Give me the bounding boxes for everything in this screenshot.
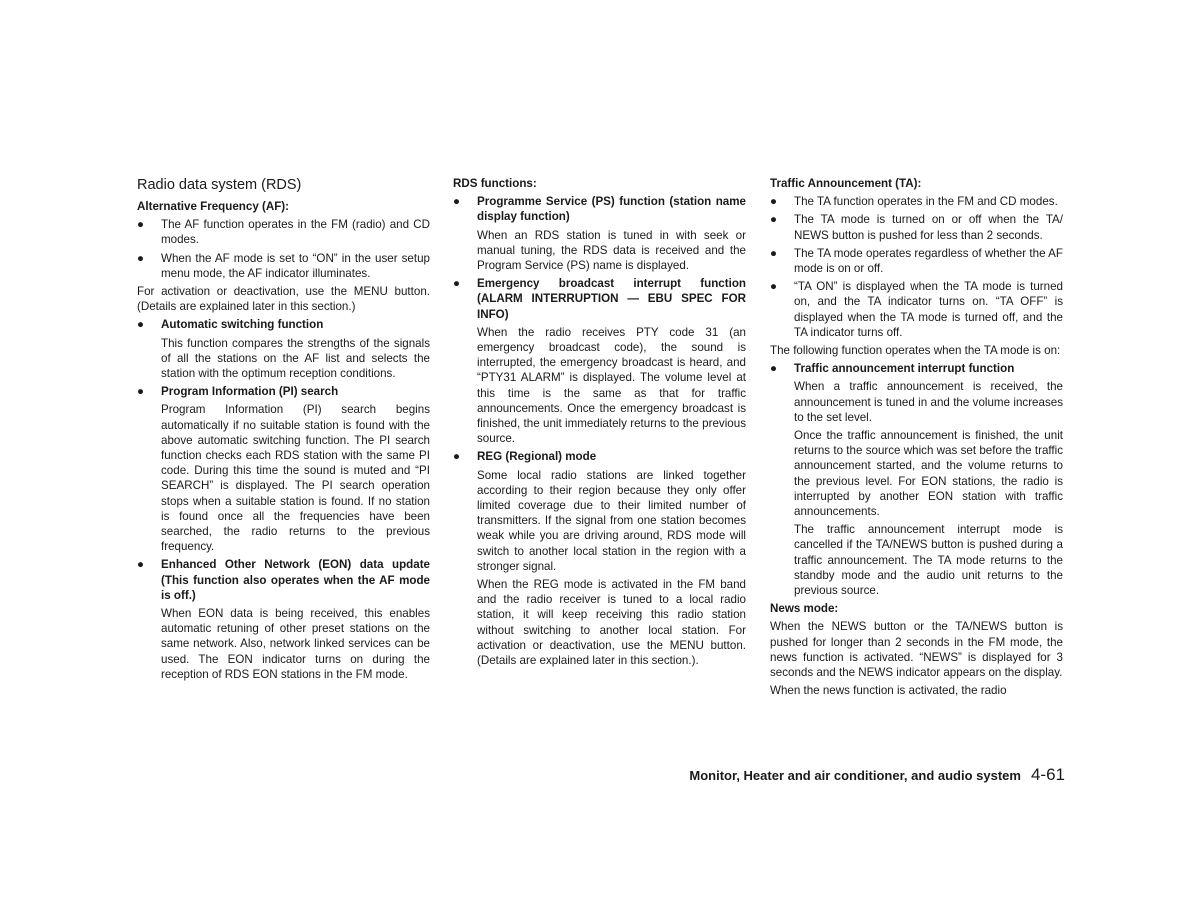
paragraph: The following function operates when the TA mode is on: <box>770 344 1061 358</box>
paragraph: For activation or deactivation, use the MENU button. (Details are explained later in this section.) <box>137 285 430 314</box>
page-number: 4-61 <box>1030 765 1065 784</box>
column-1 <box>137 176 430 685</box>
af-heading: Alternative Frequency (AF): <box>137 200 290 213</box>
paragraph: When the news function is activated, the radio <box>770 684 1007 698</box>
bullet-item: ● “TA ON” is displayed when the TA mode is turned on, and the TA indicator turns on. “TA OFF” is displayed when the TA mode is turned off, and the TA indicator turns off. <box>770 280 1063 339</box>
bullet-icon: ● <box>770 362 778 376</box>
section-title: Radio data system (RDS) <box>137 177 302 193</box>
column-3 <box>770 176 1063 702</box>
footer-title: Monitor, Heater and air conditioner, and audio system <box>689 768 1021 783</box>
bullet-heading: ● Program Information (PI) search <box>137 385 339 399</box>
bullet-item: ● The TA mode is turned on or off when the TA/ NEWS button is pushed for less than 2 seconds. <box>770 213 1063 242</box>
bullet-icon: ● <box>137 558 145 572</box>
rds-functions-heading: RDS functions: <box>453 177 537 190</box>
paragraph: When the REG mode is activated in the FM band and the radio receiver is tuned to a local radio station, it will keep receiving this radio station without switching to another local station. For activation or deactivation, use the MENU button. (Details are explained later in this section.). <box>477 578 746 668</box>
paragraph: When the radio receives PTY code 31 (an emergency broadcast code), the sound is interrupted, the emergency broadcast is heard, and “PTY31 ALARM” is displayed. The volume level at this time is the same as that for traffic announcements. Once the emergency broadcast is finished, the unit immediately returns to the previous source. <box>477 325 746 446</box>
bullet-item: ● The AF function operates in the FM (radio) and CD modes. <box>137 218 430 247</box>
bullet-item: ● The TA function operates in the FM and CD modes. <box>770 195 1058 209</box>
bullet-heading: ● Programme Service (PS) function (station name display function) <box>453 195 746 224</box>
paragraph: When a traffic announcement is received, the announcement is tuned in and the volume increases to the set level. <box>794 380 1063 424</box>
paragraph: This function compares the strengths of the signals of all the stations on the AF list and selects the station with the optimum reception conditions. <box>161 336 430 381</box>
ta-heading: Traffic Announcement (TA): <box>770 177 922 190</box>
bullet-icon: ● <box>137 218 145 232</box>
paragraph: Once the traffic announcement is finished, the unit returns to the source which was set before the traffic announcement started, and the volume returns to the previous level. For EON stations, the radio is interrupted by another EON station with traffic announcements. <box>794 429 1063 519</box>
column-2 <box>453 176 746 671</box>
bullet-icon: ● <box>770 246 778 260</box>
page-footer <box>560 765 1065 785</box>
bullet-icon: ● <box>137 318 145 332</box>
bullet-item: ● When the AF mode is set to “ON” in the user setup menu mode, the AF indicator illuminates. <box>137 251 430 280</box>
bullet-icon: ● <box>137 385 145 399</box>
bullet-heading: ● REG (Regional) mode <box>453 450 597 464</box>
bullet-icon: ● <box>770 213 778 227</box>
bullet-heading: ● Emergency broadcast interrupt function (ALARM INTERRUPTION — EBU SPEC FOR INFO) <box>453 277 746 321</box>
paragraph: Some local radio stations are linked together according to their region because they only offer limited coverage due to their limited number of transmitters. If the signal from one station becomes weak while you are driving around, RDS mode will switch to another local station in the region with a stronger signal. <box>477 468 746 573</box>
bullet-icon: ● <box>453 450 461 464</box>
bullet-icon: ● <box>453 195 461 209</box>
paragraph: When the NEWS button or the TA/NEWS button is pushed for longer than 2 seconds in the FM mode, the news function is activated. “NEWS” is displayed for 3 seconds and the NEWS indicator appears on the display. <box>770 620 1063 680</box>
news-heading: News mode: <box>770 602 839 616</box>
bullet-icon: ● <box>770 280 778 294</box>
bullet-icon: ● <box>453 277 461 291</box>
bullet-heading: ● Traffic announcement interrupt function <box>770 362 1015 376</box>
paragraph: Program Information (PI) search begins automatically if no suitable station is found with the above automatic switching function. The PI search function checks each RDS station with the same PI code. During this time the sound is muted and “PI SEARCH” is displayed. The PI search operation stops when a suitable station is found. If no station is found once all the frequencies have been searched, the radio returns to the previous frequency. <box>161 403 430 554</box>
paragraph: When EON data is being received, this enables automatic retuning of other preset stations on the same network. Also, network linked services can be used. The EON indicator turns on during the reception of RDS EON stations in the FM mode. <box>161 607 430 681</box>
bullet-heading: ● Automatic switching function <box>137 318 324 332</box>
bullet-icon: ● <box>137 251 145 265</box>
paragraph: The traffic announcement interrupt mode is cancelled if the TA/NEWS button is pushed during a traffic announcement. The TA mode returns to the standby mode and the audio unit returns to the previous source. <box>794 523 1063 598</box>
bullet-heading: ● Enhanced Other Network (EON) data update (This function also operates when the AF mode is off.) <box>137 558 430 602</box>
bullet-icon: ● <box>770 195 778 209</box>
paragraph: When an RDS station is tuned in with seek or manual tuning, the RDS data is received and the Program Service (PS) name is displayed. <box>477 228 746 273</box>
bullet-item: ● The TA mode operates regardless of whether the AF mode is on or off. <box>770 246 1063 276</box>
